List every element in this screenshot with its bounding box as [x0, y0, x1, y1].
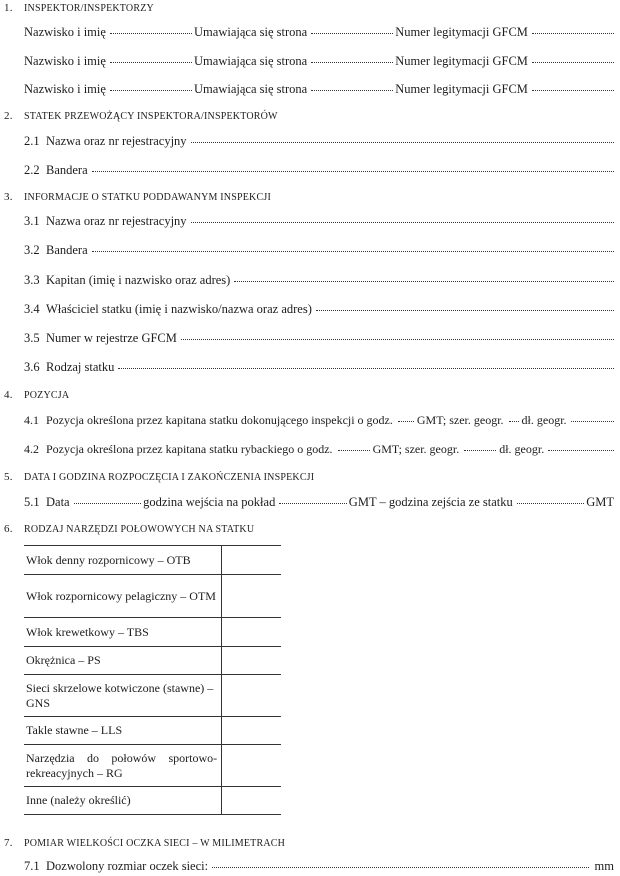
gear-checkbox[interactable]	[222, 745, 281, 787]
gear-table	[24, 545, 281, 815]
unit-label: mm	[594, 859, 614, 873]
gear-name: Inne (należy określić)	[24, 787, 222, 815]
gear-name: Takle stawne – LLS	[24, 717, 222, 745]
form-line	[24, 859, 616, 874]
item-number: 2.1	[24, 134, 40, 148]
gmt-lat-label: GMT; szer. geogr.	[416, 413, 504, 427]
contracting-party-label: Umawiająca się strona	[194, 54, 308, 68]
item-number: 2.2	[24, 163, 40, 177]
inspector-row	[24, 82, 616, 97]
gfcm-register-field[interactable]	[181, 329, 614, 340]
section-date-time	[4, 471, 616, 487]
section-heading	[4, 110, 616, 126]
item-label: Numer w rejestrze GFCM	[46, 331, 177, 345]
latitude-field[interactable]	[509, 411, 519, 422]
table-row	[24, 745, 281, 787]
gear-checkbox[interactable]	[222, 787, 281, 815]
section-position	[4, 389, 616, 405]
item-label: Nazwa oraz nr rejestracyjny	[46, 214, 187, 228]
item-label: Pozycja określona przez kapitana statku dokonującego inspekcji o godz.	[46, 413, 393, 427]
gmt-lat-label: GMT; szer. geogr.	[372, 442, 460, 456]
date-field[interactable]	[74, 493, 141, 504]
gear-name: Włok rozpornicowy pelagiczny – OTM	[24, 575, 222, 618]
item-number: 3.3	[24, 273, 40, 287]
table-row	[24, 546, 281, 575]
contracting-party-label: Umawiająca się strona	[194, 82, 308, 96]
vessel-type-field[interactable]	[118, 358, 614, 369]
item-label: Pozycja określona przez kapitana statku rybackiego o godz.	[46, 442, 333, 456]
item-label: Bandera	[46, 163, 88, 177]
inspector-name-label: Nazwisko i imię	[24, 25, 106, 39]
master-field[interactable]	[234, 271, 614, 282]
item-number: 7.1	[24, 859, 40, 873]
section-number: 5.	[4, 471, 13, 483]
gear-checkbox[interactable]	[222, 546, 281, 575]
gfcm-id-label: Numer legitymacji GFCM	[395, 82, 528, 96]
inspector-name-field[interactable]	[110, 80, 192, 91]
form-line	[24, 360, 616, 375]
boarding-label: godzina wejścia na pokład	[143, 495, 276, 509]
table-row	[24, 618, 281, 647]
section-inspected-vessel	[4, 191, 616, 207]
item-label: Rodzaj statku	[46, 360, 115, 374]
item-label: Dozwolony rozmiar oczek sieci:	[46, 859, 209, 873]
item-label: Nazwa oraz nr rejestracyjny	[46, 134, 187, 148]
gfcm-id-field[interactable]	[532, 52, 614, 63]
gear-name: Włok krewetkowy – TBS	[24, 618, 222, 647]
vessel-flag-field[interactable]	[92, 241, 614, 252]
section-heading	[4, 2, 616, 18]
section-heading	[4, 389, 616, 405]
section-fishing-gear	[4, 523, 616, 539]
item-number: 3.4	[24, 302, 40, 316]
vessel-name-field[interactable]	[191, 212, 614, 223]
longitude-field[interactable]	[571, 411, 614, 422]
form-line	[24, 413, 616, 428]
form-line	[24, 214, 616, 229]
owner-field[interactable]	[316, 300, 614, 311]
section-title: STATEK PRZEWOŻĄCY INSPEKTORA/INSPEKTORÓW	[24, 111, 278, 122]
gear-name: Narzędzia do połowów sportowo-rekreacyjnych – RG	[24, 745, 222, 787]
carrier-flag-field[interactable]	[92, 161, 614, 172]
form-line	[24, 243, 616, 258]
gear-name: Okrężnica – PS	[24, 647, 222, 675]
longitude-label: dł. geogr.	[499, 442, 545, 456]
item-label: Kapitan (imię i nazwisko oraz adres)	[46, 273, 231, 287]
section-title: RODZAJ NARZĘDZI POŁOWOWYCH NA STATKU	[24, 524, 255, 535]
boarding-time-field[interactable]	[279, 493, 346, 504]
inspector-name-label: Nazwisko i imię	[24, 82, 106, 96]
form-line	[24, 134, 616, 149]
time-field[interactable]	[398, 411, 414, 422]
longitude-label: dł. geogr.	[521, 413, 567, 427]
item-label: Właściciel statku (imię i nazwisko/nazwa oraz adres)	[46, 302, 312, 316]
form-line	[24, 273, 616, 288]
form-line	[24, 302, 616, 317]
item-number: 3.2	[24, 243, 40, 257]
gfcm-id-label: Numer legitymacji GFCM	[395, 25, 528, 39]
gfcm-id-label: Numer legitymacji GFCM	[395, 54, 528, 68]
section-number: 6.	[4, 523, 13, 535]
date-label: Data	[46, 495, 70, 509]
section-title: POMIAR WIELKOŚCI OCZKA SIECI – W MILIMETRACH	[24, 838, 286, 849]
form-line	[24, 331, 616, 346]
gear-checkbox[interactable]	[222, 675, 281, 717]
carrier-name-field[interactable]	[191, 132, 614, 143]
item-number: 4.1	[24, 413, 39, 427]
section-title: INSPEKTOR/INSPEKTORZY	[24, 3, 154, 14]
contracting-party-label: Umawiająca się strona	[194, 25, 308, 39]
gfcm-id-field[interactable]	[532, 80, 614, 91]
gear-checkbox[interactable]	[222, 647, 281, 675]
table-row	[24, 647, 281, 675]
time-field[interactable]	[338, 440, 370, 451]
section-mesh-size	[4, 837, 616, 853]
form-line	[24, 495, 616, 510]
latitude-field[interactable]	[464, 440, 496, 451]
section-carrier-vessel	[4, 110, 616, 126]
gear-checkbox[interactable]	[222, 575, 281, 618]
section-title: POZYCJA	[24, 390, 70, 401]
section-inspectors	[4, 2, 616, 18]
section-heading	[4, 837, 616, 853]
section-heading	[4, 471, 616, 487]
gfcm-id-field[interactable]	[532, 23, 614, 34]
mesh-size-field[interactable]	[212, 857, 588, 868]
section-heading	[4, 191, 616, 207]
item-number: 3.6	[24, 360, 40, 374]
table-row	[24, 787, 281, 815]
section-title: INFORMACJE O STATKU PODDAWANYM INSPEKCJI	[24, 192, 271, 203]
gear-checkbox[interactable]	[222, 618, 281, 647]
section-number: 2.	[4, 110, 13, 122]
item-number: 4.2	[24, 442, 39, 456]
contracting-party-field[interactable]	[311, 80, 393, 91]
item-number: 3.5	[24, 331, 40, 345]
gear-checkbox[interactable]	[222, 717, 281, 745]
longitude-field[interactable]	[548, 440, 614, 451]
form-line	[24, 163, 616, 178]
section-title: DATA I GODZINA ROZPOCZĘCIA I ZAKOŃCZENIA INSPEKCJI	[24, 472, 315, 483]
inspector-name-field[interactable]	[110, 52, 192, 63]
table-row	[24, 675, 281, 717]
gear-name: Sieci skrzelowe kotwiczone (stawne) – GNS	[24, 675, 222, 717]
inspector-row	[24, 25, 616, 40]
gear-name: Włok denny rozpornicowy – OTB	[24, 546, 222, 575]
section-number: 4.	[4, 389, 13, 401]
section-number: 3.	[4, 191, 13, 203]
gmt-label: GMT	[586, 495, 614, 509]
inspector-name-field[interactable]	[110, 23, 192, 34]
table-row	[24, 575, 281, 618]
inspector-row	[24, 54, 616, 69]
item-label: Bandera	[46, 243, 88, 257]
leaving-label: GMT – godzina zejścia ze statku	[348, 495, 513, 509]
contracting-party-field[interactable]	[311, 52, 393, 63]
table-row	[24, 717, 281, 745]
leaving-time-field[interactable]	[517, 493, 584, 504]
section-number: 1.	[4, 2, 13, 14]
item-number: 5.1	[24, 495, 40, 509]
item-number: 3.1	[24, 214, 40, 228]
section-heading	[4, 523, 616, 539]
section-number: 7.	[4, 837, 13, 849]
form-line	[24, 442, 616, 457]
contracting-party-field[interactable]	[311, 23, 393, 34]
inspector-name-label: Nazwisko i imię	[24, 54, 106, 68]
